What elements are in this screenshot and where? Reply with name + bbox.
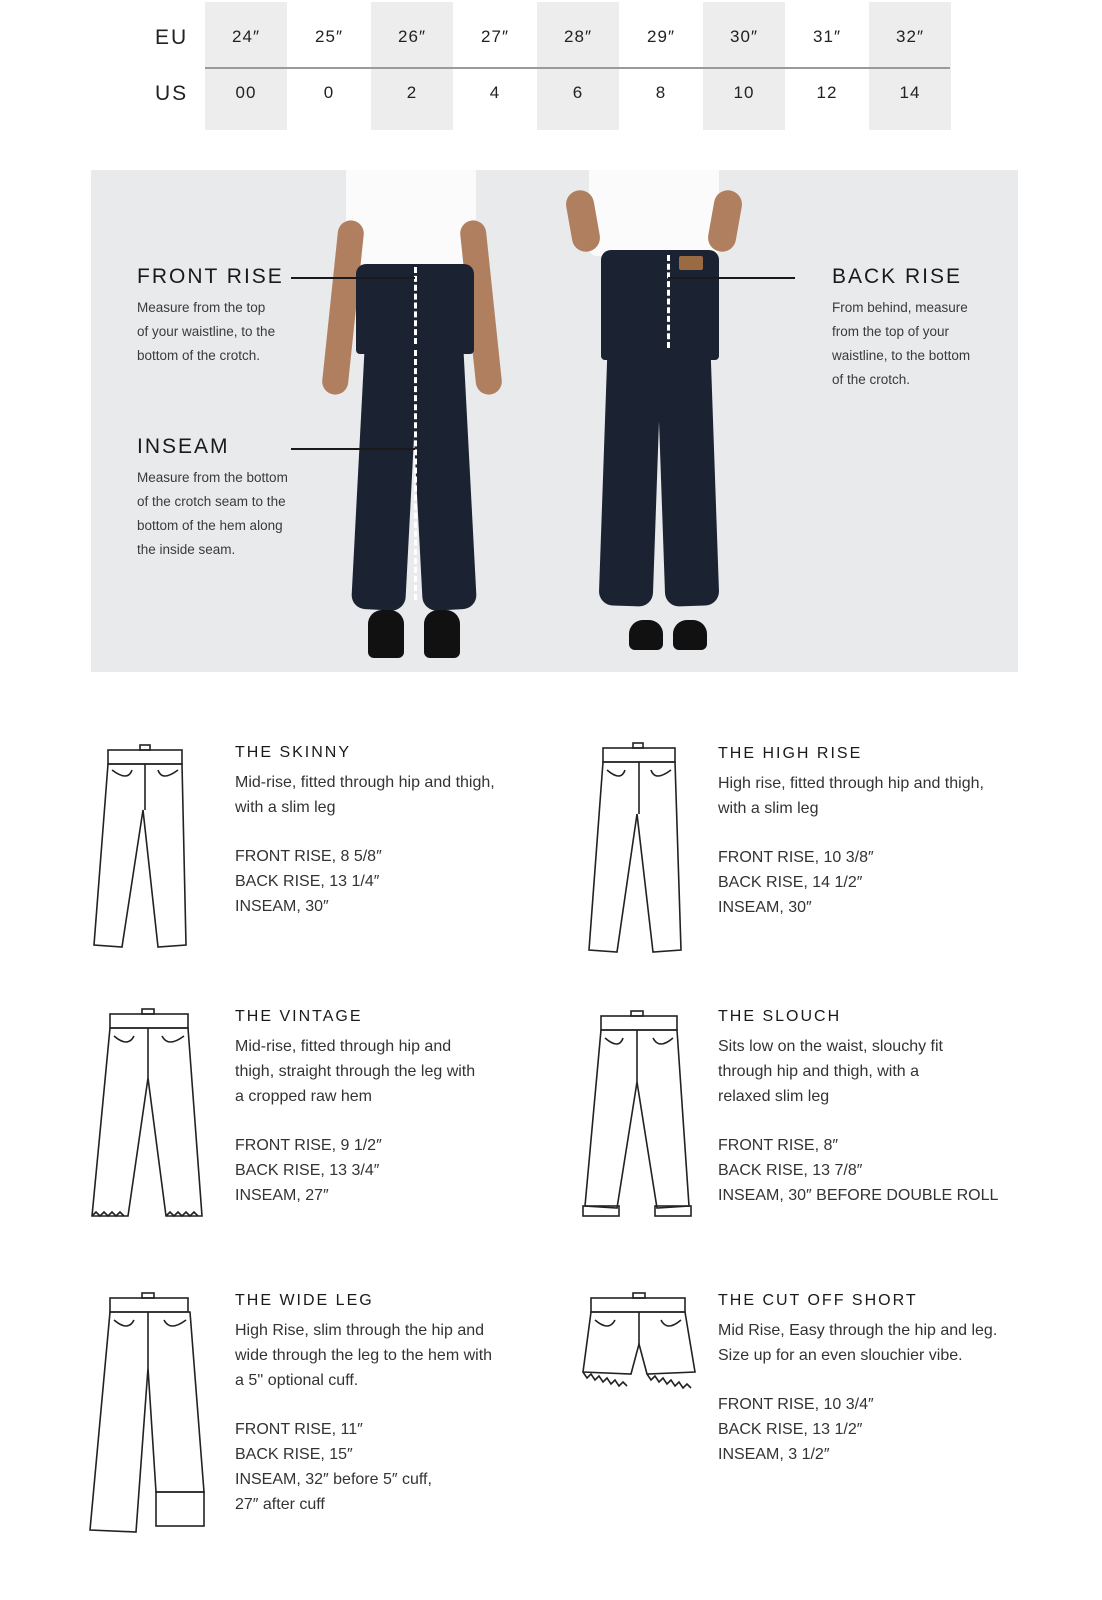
inseam-spec: INSEAM, 30″ [235, 898, 329, 915]
back-rise-spec: BACK RISE, 15″ [235, 1446, 353, 1463]
back-rise-spec: BACK RISE, 13 1/4″ [235, 873, 380, 890]
description-line: Measure from the bottom [137, 470, 288, 485]
tshirt [589, 170, 719, 256]
description-line: thigh, straight through the leg with [235, 1063, 476, 1080]
description-line: with a slim leg [718, 800, 819, 817]
description-line: of the crotch. [832, 372, 911, 387]
fit-description [235, 770, 545, 820]
back-rise-title: BACK RISE [832, 265, 963, 288]
fit-slouch [551, 1006, 1102, 1246]
description-line: High Rise, slim through the hip and [235, 1322, 485, 1339]
eu-size-cell: 27″ [481, 27, 509, 46]
description-line: of the crotch seam to the [137, 494, 286, 509]
fit-vintage [0, 1006, 551, 1246]
back-model-figure [561, 170, 751, 672]
eu-size-cell: 30″ [730, 27, 758, 46]
eu-size-cell: 32″ [896, 27, 924, 46]
shoe [368, 610, 404, 658]
front-rise-spec: FRONT RISE, 11″ [235, 1421, 363, 1438]
us-size-cell: 2 [406, 83, 418, 102]
size-column-shade [869, 2, 951, 130]
eu-size-cell: 28″ [564, 27, 592, 46]
inseam-spec: INSEAM, 27″ [235, 1187, 329, 1204]
description-line: From behind, measure [832, 300, 968, 315]
pant-outline [94, 764, 186, 947]
us-size-cell: 4 [489, 83, 501, 102]
back-rise-spec: BACK RISE, 13 1/2″ [718, 1421, 863, 1438]
back-rise-spec: BACK RISE, 14 1/2″ [718, 874, 863, 891]
cut-off-short-drawing [577, 1292, 702, 1392]
fit-title: THE CUT OFF SHORT [718, 1292, 918, 1309]
shoe [673, 620, 707, 650]
size-conversion-table [0, 0, 1102, 140]
size-column-shade [703, 2, 785, 130]
jeans-leg [657, 349, 720, 607]
waistband [601, 1016, 677, 1030]
description-line: through hip and thigh, with a [718, 1063, 920, 1080]
description-line: relaxed slim leg [718, 1088, 830, 1105]
back-rise-dashed-line [667, 255, 670, 348]
inseam-spec: INSEAM, 30″ BEFORE DOUBLE ROLL [718, 1187, 999, 1204]
inseam-description [137, 466, 317, 562]
pant-outline [589, 762, 681, 952]
fit-description [718, 1034, 1048, 1109]
table-divider [205, 67, 950, 69]
cuff [156, 1492, 204, 1526]
inseam-pointer [291, 448, 415, 450]
eu-row-label: EU [155, 26, 189, 49]
description-line: Measure from the top [137, 300, 266, 315]
inseam-spec: INSEAM, 32″ before 5″ cuff, [235, 1471, 432, 1488]
size-column-shade [371, 2, 453, 130]
description-line: from the top of your [832, 324, 950, 339]
us-size-cell: 12 [816, 83, 838, 102]
fit-description [235, 1034, 545, 1109]
jeans-leg [351, 339, 419, 611]
us-row-label: US [155, 82, 189, 105]
fit-title: THE WIDE LEG [235, 1292, 374, 1309]
pant-outline [90, 1312, 204, 1532]
shoe [424, 610, 460, 658]
size-column-shade [537, 2, 619, 130]
us-size-cell: 14 [899, 83, 921, 102]
fit-high-rise [551, 740, 1102, 970]
eu-size-cell: 25″ [315, 27, 343, 46]
description-line: bottom of the crotch. [137, 348, 261, 363]
us-size-cell: 6 [572, 83, 584, 102]
front-rise-title: FRONT RISE [137, 265, 284, 288]
pant-outline [92, 1028, 202, 1216]
description-line: Mid Rise, Easy through the hip and leg. [718, 1322, 998, 1339]
jeans-leg [409, 339, 477, 611]
us-size-cell: 8 [655, 83, 667, 102]
front-rise-spec: FRONT RISE, 8″ [718, 1137, 839, 1154]
front-rise-spec: FRONT RISE, 10 3/4″ [718, 1396, 874, 1413]
description-line: Mid-rise, fitted through hip and [235, 1038, 452, 1055]
size-column-shade [205, 2, 287, 130]
waistband [110, 1298, 188, 1312]
measurement-guide-photo [91, 170, 1018, 672]
skinny-jeans-drawing [88, 740, 208, 955]
description-line: Mid-rise, fitted through hip and thigh, [235, 774, 495, 791]
eu-size-cell: 31″ [813, 27, 841, 46]
inseam-spec-continued: 27″ after cuff [235, 1496, 325, 1513]
inseam-spec: INSEAM, 30″ [718, 899, 812, 916]
waistband [591, 1298, 685, 1312]
front-rise-description [137, 296, 307, 368]
description-line: with a slim leg [235, 799, 336, 816]
fit-description [718, 1318, 1058, 1368]
description-line: Size up for an even slouchier vibe. [718, 1347, 963, 1364]
fit-title: THE VINTAGE [235, 1008, 363, 1025]
description-line: the inside seam. [137, 542, 236, 557]
front-rise-spec: FRONT RISE, 10 3/8″ [718, 849, 874, 866]
us-size-cell: 00 [235, 83, 257, 102]
us-size-cell: 0 [323, 83, 335, 102]
waistband [603, 748, 675, 762]
back-rise-spec: BACK RISE, 13 7/8″ [718, 1162, 863, 1179]
high-rise-jeans-drawing [581, 742, 701, 957]
waistband [110, 1014, 188, 1028]
eu-size-cell: 24″ [232, 27, 260, 46]
leather-patch [679, 256, 703, 270]
waistband [108, 750, 182, 764]
fit-title: THE SKINNY [235, 744, 352, 761]
description-line: of your waistline, to the [137, 324, 276, 339]
inseam-dashed-line [414, 350, 417, 600]
tshirt [346, 170, 476, 268]
inseam-spec: INSEAM, 3 1/2″ [718, 1446, 830, 1463]
description-line: High rise, fitted through hip and thigh, [718, 775, 984, 792]
description-line: a 5'' optional cuff. [235, 1372, 359, 1389]
jeans-leg [599, 349, 662, 607]
slouch-jeans-drawing [577, 1010, 702, 1225]
fit-description [235, 1318, 545, 1393]
description-line: bottom of the hem along [137, 518, 283, 533]
wide-leg-jeans-drawing [86, 1292, 216, 1542]
fit-title: THE HIGH RISE [718, 745, 863, 762]
back-rise-description [832, 296, 1012, 392]
description-line: waistline, to the bottom [832, 348, 971, 363]
inseam-title: INSEAM [137, 435, 230, 458]
shoe [629, 620, 663, 650]
back-rise-pointer [668, 277, 795, 279]
front-rise-spec: FRONT RISE, 9 1/2″ [235, 1137, 382, 1154]
description-line: Sits low on the waist, slouchy fit [718, 1038, 943, 1055]
fit-description [718, 771, 1048, 821]
fit-title: THE SLOUCH [718, 1008, 842, 1025]
us-size-cell: 10 [733, 83, 755, 102]
eu-size-cell: 29″ [647, 27, 675, 46]
front-rise-pointer [291, 277, 415, 279]
description-line: wide through the leg to the hem with [235, 1347, 493, 1364]
front-rise-spec: FRONT RISE, 8 5/8″ [235, 848, 382, 865]
back-rise-spec: BACK RISE, 13 3/4″ [235, 1162, 380, 1179]
vintage-jeans-drawing [88, 1006, 213, 1221]
eu-size-cell: 26″ [398, 27, 426, 46]
fit-skinny [0, 740, 551, 970]
fit-cut-off-short [551, 1292, 1102, 1492]
fit-wide-leg [0, 1292, 551, 1552]
description-line: a cropped raw hem [235, 1088, 372, 1105]
